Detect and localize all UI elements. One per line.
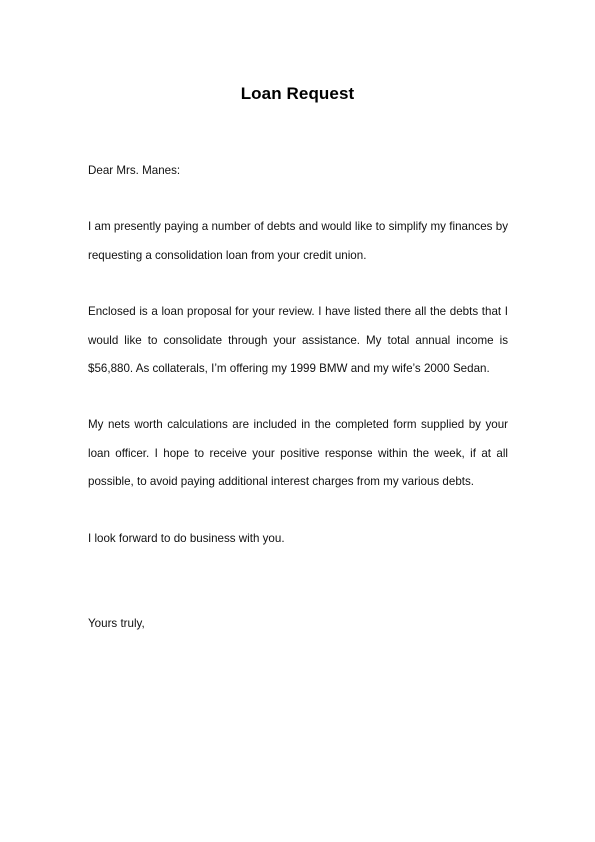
- salutation: Dear Mrs. Manes:: [88, 164, 181, 177]
- paragraph-2: Enclosed is a loan proposal for your review. I have listed there all the debts that I would like to consolidate through your assistance. My total annual income is $56,880. As collaterals, I’m offering my 1999 BMW and my wife’s 2000 Sedan.: [88, 305, 508, 375]
- paragraph-3: My nets worth calculations are included in the completed form supplied by your loan officer. I hope to receive your positive response within the week, if at all possible, to avoid paying additional interest charges from my various debts.: [88, 418, 508, 488]
- paragraph-1: I am presently paying a number of debts and would like to simplify my finances by requesting a consolidation loan from your credit union.: [88, 220, 508, 262]
- paragraph-4: I look forward to do business with you.: [88, 532, 285, 545]
- document-title: Loan Request: [240, 84, 355, 103]
- closing: Yours truly,: [88, 617, 145, 630]
